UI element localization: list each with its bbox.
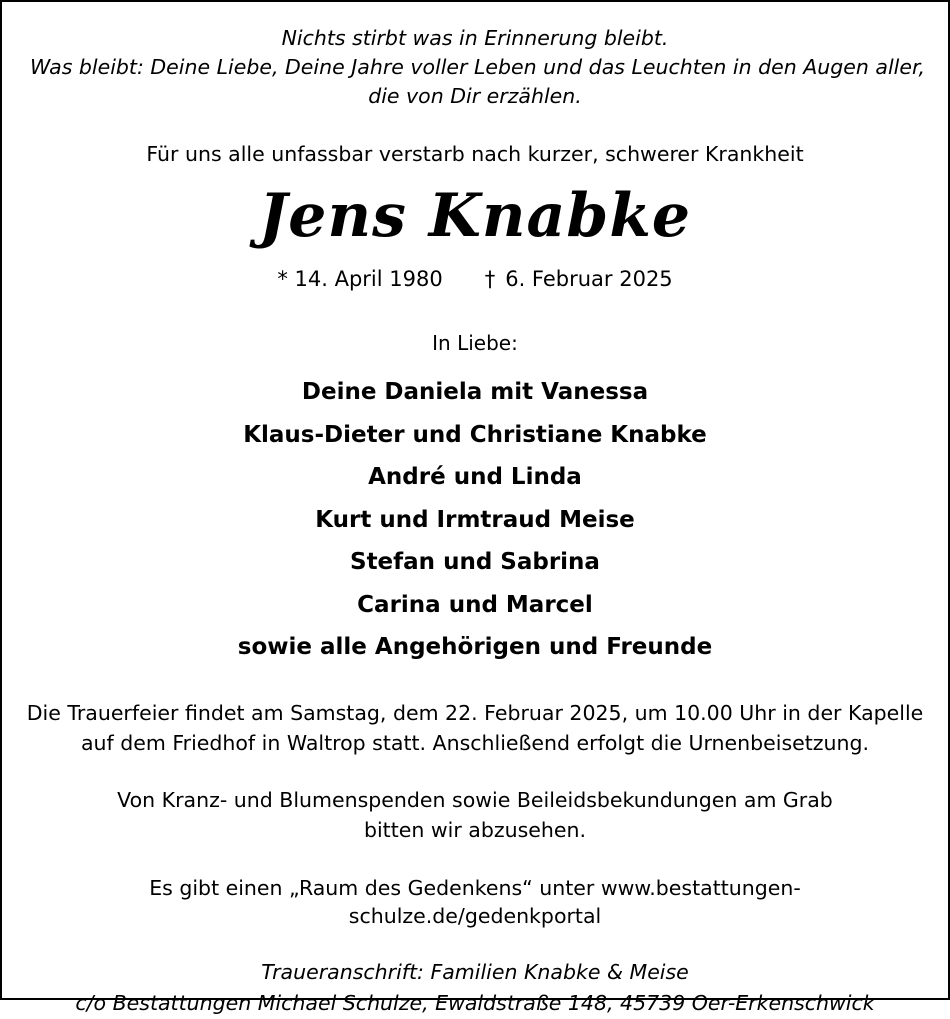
address-line-2: c/o Bestattungen Michael Schulze, Ewaldstraße 148, 45739 Oer-Erkenschwick: [75, 990, 875, 1015]
verse-line-3: die von Dir erzählen.: [368, 84, 582, 109]
cross-icon: †: [484, 266, 496, 291]
life-dates: [277, 267, 672, 291]
address-line-1: Traueranschrift: Familien Knabke & Meise: [261, 960, 689, 985]
list-item: Stefan und Sabrina: [350, 549, 600, 576]
list-item: Klaus-Dieter und Christiane Knabke: [243, 421, 707, 448]
verse-line-1: Nichts stirbt was in Erinnerung bleibt.: [281, 26, 669, 50]
deceased-name: Jens Knabke: [258, 180, 692, 251]
list-item: André und Linda: [368, 464, 582, 491]
funeral-service-info: [25, 699, 925, 758]
flowers-line-1: Von Kranz- und Blumenspenden sowie Beileidsbekundungen am Grab: [117, 788, 833, 813]
verse-block: [30, 24, 926, 111]
intro-text: Für uns alle unfassbar verstarb nach kurzer, schwerer Krankheit: [146, 142, 804, 167]
memorial-portal-notice: Es gibt einen „Raum des Gedenkens“ unter www.bestattungen-schulze.de/gedenkportal: [149, 875, 801, 929]
death-date: 6. Februar 2025: [505, 266, 673, 291]
in-liebe-label: In Liebe:: [432, 330, 518, 355]
verse-line-2: Was bleibt: Deine Liebe, Deine Jahre voller Leben und das Leuchten in den Augen aller,: [30, 55, 926, 80]
service-line-2: auf dem Friedhof in Waltrop statt. Anschließend erfolgt die Urnenbeisetzung.: [80, 730, 870, 755]
flowers-notice: [117, 786, 833, 845]
list-item: Carina und Marcel: [357, 591, 593, 618]
list-item: sowie alle Angehörigen und Freunde: [237, 634, 713, 661]
family-list: [238, 371, 712, 669]
list-item: Deine Daniela mit Vanessa: [301, 378, 649, 405]
mourning-address: [75, 957, 874, 1019]
list-item: Kurt und Irmtraud Meise: [315, 506, 635, 533]
birth-date: * 14. April 1980: [277, 266, 443, 291]
service-line-1: Die Trauerfeier findet am Samstag, dem 22. Februar 2025, um 10.00 Uhr in der Kapelle: [26, 700, 924, 725]
flowers-line-2: bitten wir abzusehen.: [363, 817, 587, 842]
